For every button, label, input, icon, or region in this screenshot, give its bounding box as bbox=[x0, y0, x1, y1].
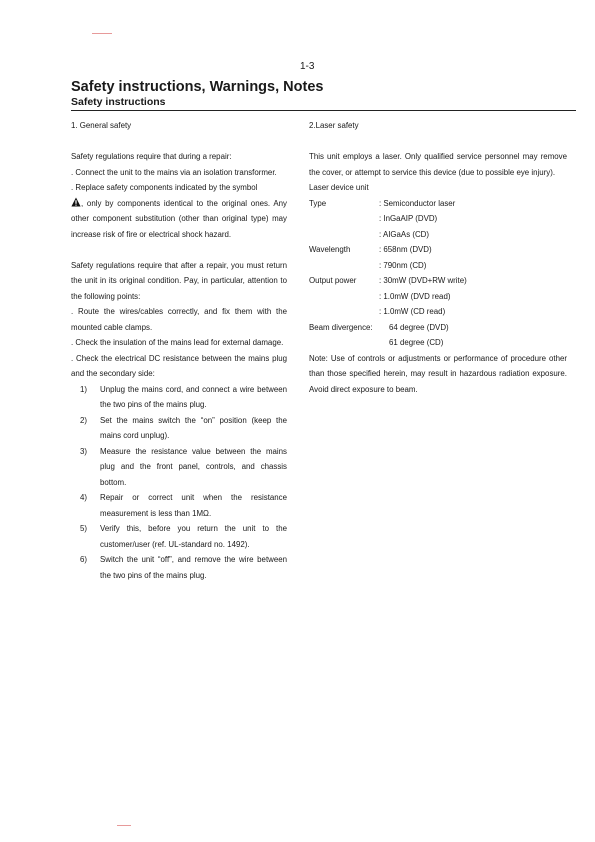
list-item: 4) Repair or correct unit when the resistance measurement is less than 1MΩ. bbox=[80, 493, 287, 518]
wavelength-value: : 658nm (DVD) bbox=[379, 245, 432, 254]
laser-warning-paragraph: This unit employs a laser. Only qualified service personnel may remove the cover, or attempt to service this device (due to possible eye injury). bbox=[309, 152, 567, 177]
safety-components-text-cont: , only by components identical to the original ones. Any other component substitution (other than original type) may increase risk of fire or electrical shock hazard. bbox=[71, 198, 287, 239]
type-label: Type bbox=[309, 198, 327, 208]
output-power-value: : 30mW (DVD+RW write) bbox=[379, 276, 467, 285]
isolation-transformer-item: . Connect the unit to the mains via an isolation transformer. bbox=[71, 167, 277, 177]
wavelength-label: Wavelength bbox=[309, 245, 351, 254]
check-resistance-item: . Check the electrical DC resistance between the mains plug and the secondary side: bbox=[71, 353, 287, 378]
laser-safety-heading: 2.Laser safety bbox=[309, 121, 359, 130]
laser-safety-column bbox=[309, 118, 567, 397]
spec-row-type bbox=[309, 196, 567, 212]
beam-divergence-value: 64 degree (DVD) bbox=[389, 322, 449, 332]
section-subtitle: Safety instructions bbox=[71, 96, 166, 108]
list-item: 1) Unplug the mains cord, and connect a wire between the two pins of the mains plug. bbox=[80, 384, 287, 409]
type-value: : AIGaAs (CD) bbox=[379, 229, 429, 239]
after-repair-intro: Safety regulations require that after a repair, you must return the unit in its original condition. Pay, in particular, attention to the following points: bbox=[71, 260, 287, 301]
beam-divergence-label: Beam divergence: bbox=[309, 322, 373, 332]
spec-row-output-power bbox=[309, 273, 567, 289]
general-safety-heading: 1. General safety bbox=[71, 121, 132, 130]
resistance-check-steps bbox=[71, 382, 287, 584]
list-item: 5) Verify this, before you return the unit to the customer/user (ref. UL-standard no. 1492). bbox=[80, 524, 287, 549]
type-value: : InGaAIP (DVD) bbox=[379, 214, 438, 223]
type-value: : Semiconductor laser bbox=[379, 198, 456, 208]
top-crop-mark bbox=[92, 33, 112, 34]
wavelength-value: : 790nm (CD) bbox=[379, 260, 427, 270]
output-power-label: Output power bbox=[309, 276, 357, 285]
repair-requirements-intro: Safety regulations require that during a repair: bbox=[71, 152, 232, 161]
beam-divergence-value: 61 degree (CD) bbox=[389, 338, 444, 347]
bottom-crop-mark bbox=[117, 825, 131, 826]
check-insulation-item: . Check the insulation of the mains lead for external damage. bbox=[71, 338, 284, 347]
spec-row-wavelength bbox=[309, 242, 567, 258]
safety-components-text: . Replace safety components indicated by the symbol bbox=[71, 183, 258, 192]
warning-triangle-icon bbox=[71, 197, 81, 207]
output-power-value: : 1.0mW (CD read) bbox=[379, 307, 446, 316]
header-divider bbox=[71, 110, 576, 111]
safety-components-item bbox=[71, 180, 287, 242]
page-title: Safety instructions, Warnings, Notes bbox=[71, 79, 324, 95]
general-safety-column bbox=[71, 118, 287, 583]
output-power-value: : 1.0mW (DVD read) bbox=[379, 291, 451, 301]
list-item: 2) Set the mains switch the “on” position (keep the mains cord unplug). bbox=[80, 415, 287, 440]
spec-row-beam-divergence bbox=[309, 320, 567, 336]
route-wires-item: . Route the wires/cables correctly, and fix them with the mounted cable clamps. bbox=[71, 307, 287, 332]
page-number: 1-3 bbox=[300, 61, 315, 72]
laser-device-label: Laser device unit bbox=[309, 183, 369, 192]
list-item: 6) Switch the unit “off”, and remove the wire between the two pins of the mains plug. bbox=[80, 555, 287, 580]
list-item: 3) Measure the resistance value between the mains plug and the front panel, controls, and chassis bottom. bbox=[80, 446, 287, 487]
laser-note: Note: Use of controls or adjustments or performance of procedure other than those specified herein, may result in hazardous radiation exposure. Avoid direct exposure to beam. bbox=[309, 353, 567, 394]
